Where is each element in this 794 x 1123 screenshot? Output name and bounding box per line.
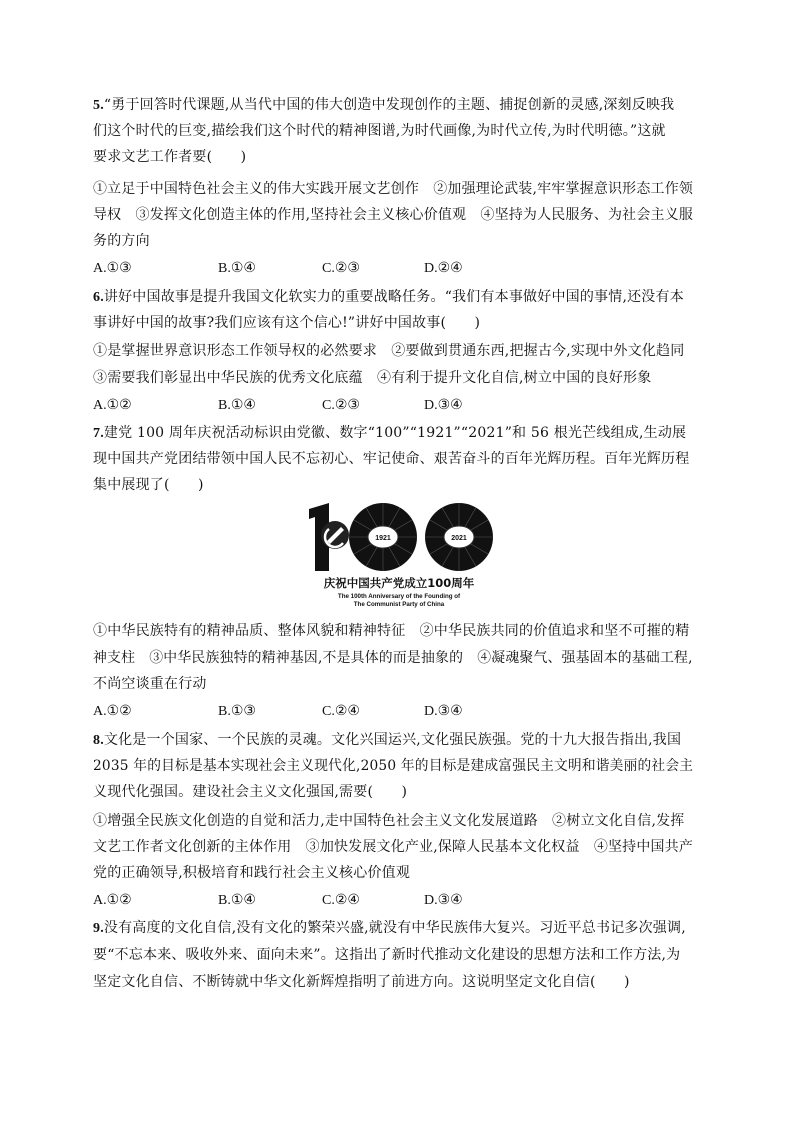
question-stem-line: 8.文化是一个国家、一个民族的灵魂。文化兴国运兴,文化强民族强。党的十九大报告指出,我国 <box>93 732 682 748</box>
statement-line: 文艺工作者文化创新的主体作用 ③加快发展文化产业,保障人民基本文化权益 ④坚持中国共产 <box>93 839 694 855</box>
statement-line: 神支柱 ③中华民族独特的精神基因,不是具体的而是抽象的 ④凝魂聚气、强基固本的基础工程, <box>93 650 693 666</box>
statement-line: ①中华民族特有的精神品质、整体风貌和精神特征 ②中华民族共同的价值追求和坚不可摧的精 <box>93 623 690 639</box>
question-number: 6. <box>93 290 104 305</box>
statement-line: ①增强全民族文化创造的自觉和活力,走中国特色社会主义文化发展道路 ②树立文化自信,发挥 <box>93 813 685 829</box>
question-stem-line: 坚定文化自信、不断铸就中华文化新辉煌指明了前进方向。这说明坚定文化自信( ) <box>93 974 630 990</box>
option-d[interactable]: D.②④ <box>424 261 463 276</box>
statement-line: 党的正确领导,积极培育和践行社会主义核心价值观 <box>93 865 411 881</box>
option-d[interactable]: D.③④ <box>424 398 463 413</box>
option-a[interactable]: A.①② <box>93 893 132 908</box>
party-emblem-icon <box>321 521 349 549</box>
option-c[interactable]: C.②③ <box>322 261 360 276</box>
question-number: 5. <box>93 98 104 113</box>
statement-line: ③需要我们彰显出中华民族的优秀文化底蕴 ④有利于提升文化自信,树立中国的良好形象 <box>93 370 652 386</box>
statement-line: ①立足于中国特色社会主义的伟大实践开展文艺创作 ②加强理论武装,牢牢掌握意识形态工作领 <box>93 181 694 197</box>
option-a[interactable]: A.①③ <box>93 261 132 276</box>
option-d[interactable]: D.③④ <box>424 704 463 719</box>
option-c[interactable]: C.②④ <box>322 704 360 719</box>
question-stem-line: 6.讲好中国故事是提升我国文化软实力的重要战略任务。“我们有本事做好中国的事情,还没有本 <box>93 289 684 305</box>
option-a[interactable]: A.①② <box>93 398 132 413</box>
question-stem-line: 要求文艺工作者要( ) <box>93 149 247 165</box>
statement-line: 务的方向 <box>93 233 150 249</box>
question-stem-line: 7.建党 100 周年庆祝活动标识由党徽、数字“100”“1921”“2021”和 56 根光芒线组成,生动展 <box>93 425 687 441</box>
statement-line: 不尚空谈重在行动 <box>93 676 207 692</box>
logo-caption-chinese: 庆祝中国共产党成立100周年 <box>323 576 475 590</box>
question-stem-line: 事讲好中国的故事?我们应该有这个信心!”讲好中国故事( ) <box>93 315 481 331</box>
statement-line: 导权 ③发挥文化创造主体的作用,坚持社会主义核心价值观 ④坚持为人民服务、为社会主义服 <box>93 207 694 223</box>
question-stem-line: 要“不忘本来、吸收外来、面向未来”。这指出了新时代推动文化建设的思想方法和工作方法,为 <box>93 947 681 963</box>
question-stem-line: 们这个时代的巨变,描绘我们这个时代的精神图谱,为时代画像,为时代立传,为时代明德。”这就 <box>93 123 666 139</box>
question-number: 9. <box>93 921 104 936</box>
question-stem-line: 集中展现了( ) <box>93 477 204 493</box>
logo-caption-english-1: The 100th Anniversary of the Founding of <box>337 593 461 600</box>
question-stem-line: 9.没有高度的文化自信,没有文化的繁荣兴盛,就没有中华民族伟大复兴。习近平总书记多次强调, <box>93 920 686 936</box>
question-number: 7. <box>93 426 104 441</box>
question-stem-line: 义现代化强国。建设社会主义文化强国,需要( ) <box>93 784 408 800</box>
option-c[interactable]: C.②④ <box>322 893 360 908</box>
option-b[interactable]: B.①④ <box>218 893 256 908</box>
centenary-logo <box>303 501 495 611</box>
option-b[interactable]: B.①④ <box>218 398 256 413</box>
option-b[interactable]: B.①④ <box>218 261 256 276</box>
question-stem-line: 2035 年的目标是基本实现社会主义现代化,2050 年的目标是建成富强民主文明和谐美丽的社会主 <box>93 758 694 774</box>
question-stem-line: 现中国共产党团结带领中国人民不忘初心、牢记使命、艰苦奋斗的百年光辉历程。百年光辉历程 <box>93 451 690 467</box>
question-stem-line: 5.“勇于回答时代课题,从当代中国的伟大创造中发现创作的主题、捕捉创新的灵感,深刻反映我 <box>93 97 675 113</box>
logo-year-1921: 1921 <box>375 535 391 542</box>
question-number: 8. <box>93 733 104 748</box>
option-a[interactable]: A.①② <box>93 704 132 719</box>
option-d[interactable]: D.③④ <box>424 893 463 908</box>
option-c[interactable]: C.②③ <box>322 398 360 413</box>
statement-line: ①是掌握世界意识形态工作领导权的必然要求 ②要做到贯通东西,把握古今,实现中外文化趋同 <box>93 343 685 359</box>
option-b[interactable]: B.①③ <box>218 704 256 719</box>
logo-year-2021: 2021 <box>451 535 467 542</box>
logo-caption-english-2: The Communist Party of China <box>353 601 445 608</box>
